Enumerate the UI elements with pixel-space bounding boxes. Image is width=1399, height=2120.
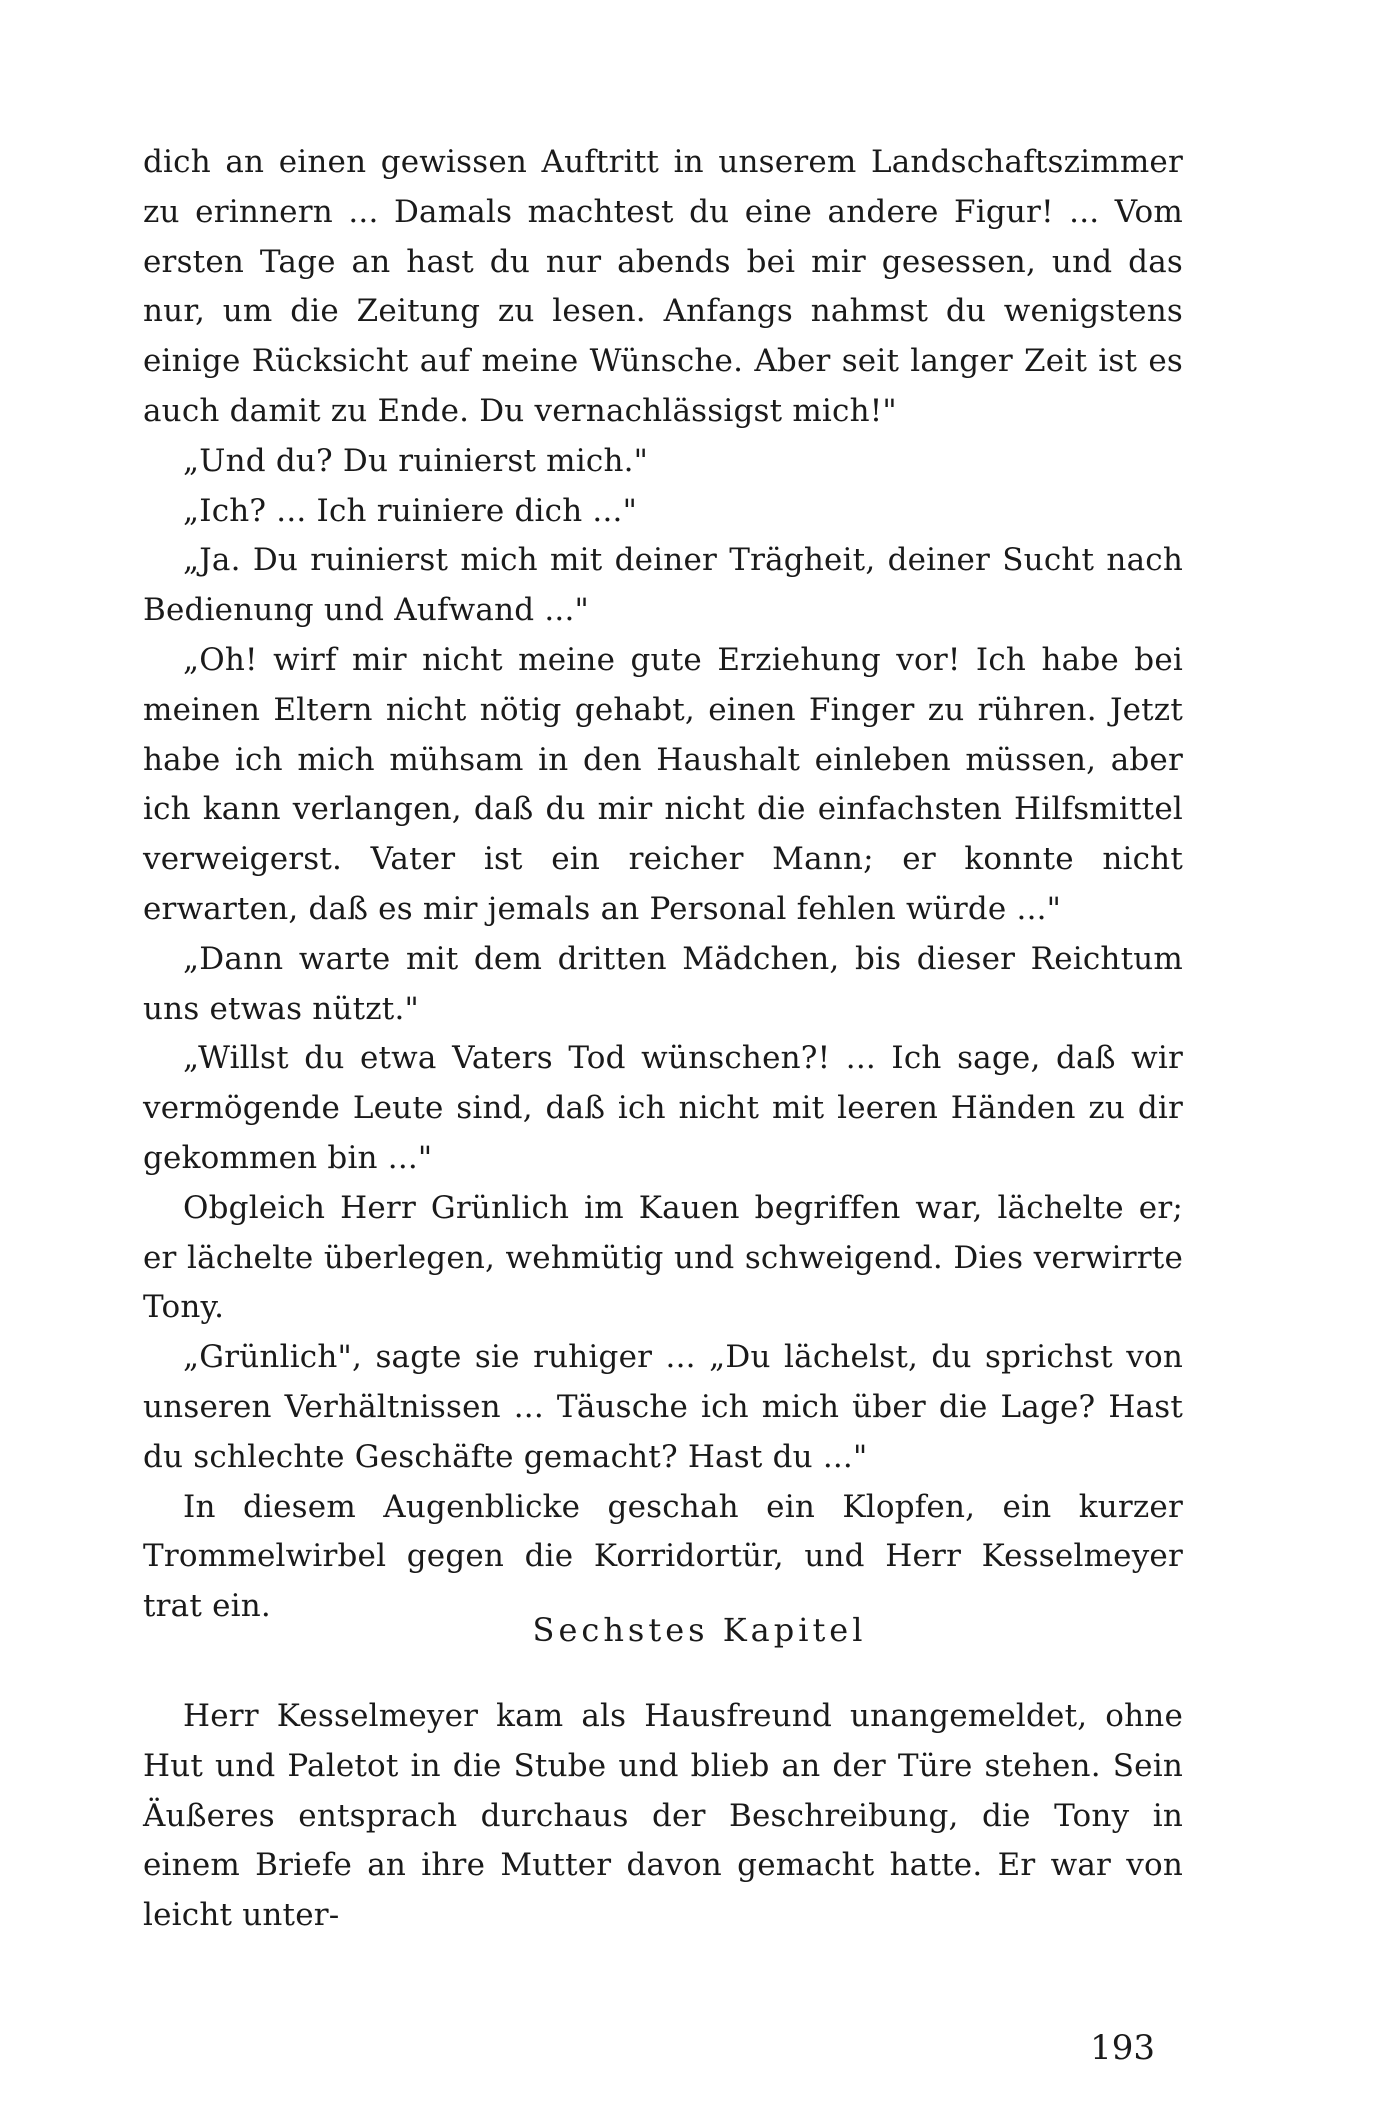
paragraph: dich an einen gewissen Auftritt in unserem Landschaftszimmer zu erinnern ... Damals machtest du eine andere Figur! ... Vom ersten Tage an hast du nur abends bei mir gesessen, und das nur, um die Zeitung zu lesen. Anfangs nahmst du wenigstens einige Rücksicht auf meine Wünsche. Aber seit langer Zeit ist es auch damit zu Ende. Du vernachlässigst mich!" (143, 144, 1183, 429)
paragraph: „Willst du etwa Vaters Tod wünschen?! ... Ich sage, daß wir vermögende Leute sind, daß ich nicht mit leeren Händen zu dir gekommen bin ..." (143, 1040, 1183, 1176)
paragraph: „Ich? ... Ich ruiniere dich ..." (183, 492, 638, 529)
paragraph: In diesem Augenblicke geschah ein Klopfen, ein kurzer Trommelwirbel gegen die Korridortür, und Herr Kesselmeyer trat ein. (143, 1488, 1183, 1625)
paragraph: „Ja. Du ruinierst mich mit deiner Trägheit, deiner Sucht nach Bedienung und Aufwand ..." (143, 542, 1183, 629)
paragraph: „Und du? Du ruinierst mich." (183, 442, 649, 479)
main-text-top (143, 138, 1183, 1632)
chapter-title: Sechstes Kapitel (532, 1611, 867, 1649)
paragraph: Herr Kesselmeyer kam als Hausfreund unangemeldet, ohne Hut und Paletot in die Stube und blieb an der Türe stehen. Sein Äußeres entsprach durchaus der Beschreibung, die Tony in einem Briefe an ihre Mutter davon gemacht hatte. Er war von leicht unter- (143, 1698, 1183, 1934)
main-text-bottom (143, 1692, 1183, 1941)
paragraph: Obgleich Herr Grünlich im Kauen begriffen war, lächelte er; er lächelte überlegen, wehmütig und schweigend. Dies verwirrte Tony. (143, 1189, 1183, 1326)
page-number: 193 (1090, 2028, 1155, 2068)
paragraph: „Dann warte mit dem dritten Mädchen, bis dieser Reichtum uns etwas nützt." (143, 940, 1183, 1027)
paragraph: „Grünlich", sagte sie ruhiger ... „Du lächelst, du sprichst von unseren Verhältnissen ... Täusche ich mich über die Lage? Hast du schlechte Geschäfte gemacht? Hast du ..." (143, 1339, 1183, 1475)
paragraph: „Oh! wirf mir nicht meine gute Erziehung vor! Ich habe bei meinen Eltern nicht nötig gehabt, einen Finger zu rühren. Jetzt habe ich mich mühsam in den Haushalt einleben müssen, aber ich kann verlangen, daß du mir nicht die einfachsten Hilfsmittel verweigerst. Vater ist ein reicher Mann; er konnte nicht erwarten, daß es mir jemals an Personal fehlen würde ..." (143, 641, 1183, 927)
